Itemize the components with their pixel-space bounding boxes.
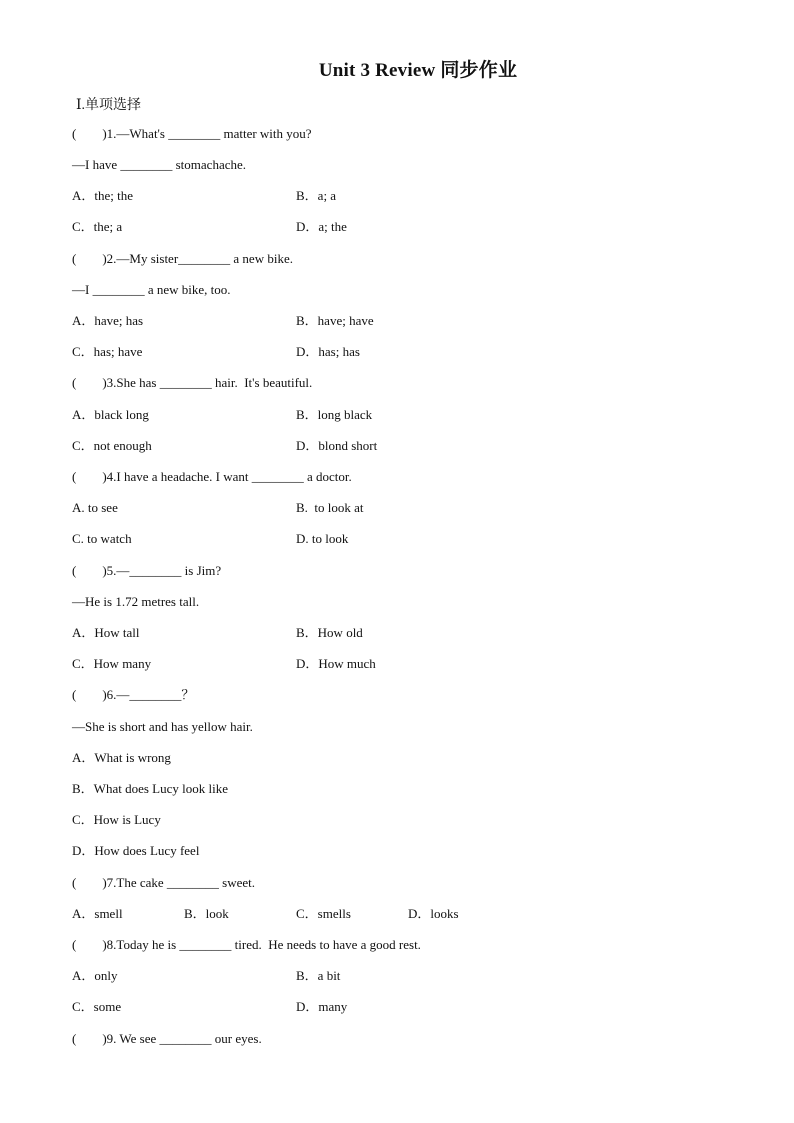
question-1-option-c: C．the; a	[72, 219, 123, 234]
question-8-stem: ( )8.Today he is ________ tired. He needs to have a good rest.	[72, 937, 421, 952]
question-4-stem: ( )4.I have a headache. I want ________ a doctor.	[72, 469, 352, 484]
question-3-option-b: B．long black	[296, 407, 373, 422]
question-1-option-d: D．a; the	[296, 219, 347, 234]
question-6-stem: ( )6.—________？	[72, 687, 195, 702]
question-2-option-d: D．has; has	[296, 344, 360, 359]
question-2-option-b: B．have; have	[296, 313, 374, 328]
question-2-stem-2: —I ________ a new bike, too.	[72, 282, 231, 297]
question-3-option-d: D．blond short	[296, 438, 378, 453]
question-5-stem: ( )5.—________ is Jim?	[72, 563, 222, 578]
question-6-option-d: D．How does Lucy feel	[72, 843, 200, 858]
question-7-option-d: D．looks	[408, 906, 459, 921]
question-4-option-c: C. to watch	[72, 531, 132, 546]
question-7-option-c: C．smells	[296, 906, 351, 921]
question-3-option-a: A．black long	[72, 407, 149, 422]
question-9-stem: ( )9. We see ________ our eyes.	[72, 1031, 262, 1046]
question-6-option-a: A．What is wrong	[72, 750, 171, 765]
question-4-option-d: D. to look	[296, 531, 349, 546]
question-2-option-a: A．have; has	[72, 313, 144, 328]
question-6-option-b: B．What does Lucy look like	[72, 781, 228, 796]
question-7-option-a: A．smell	[72, 906, 123, 921]
question-1-option-a: A．the; the	[72, 188, 134, 203]
page-title: Unit 3 Review 同步作业	[318, 60, 518, 81]
question-6-option-c: C．How is Lucy	[72, 812, 161, 827]
question-8-option-d: D．many	[296, 999, 348, 1014]
question-3-option-c: C．not enough	[72, 438, 152, 453]
question-8-option-a: A．only	[72, 968, 118, 983]
question-3-stem: ( )3.She has ________ hair. It's beautiful.	[72, 375, 313, 390]
question-1-stem-2: —I have ________ stomachache.	[72, 157, 247, 172]
question-4-option-b: B. to look at	[296, 500, 364, 515]
question-2-option-c: C．has; have	[72, 344, 143, 359]
question-5-option-d: D．How much	[296, 656, 376, 671]
question-4-option-a: A. to see	[72, 500, 118, 515]
question-7-option-b: B．look	[184, 906, 229, 921]
question-5-stem-2: —He is 1.72 metres tall.	[72, 594, 200, 609]
question-8-option-b: B．a bit	[296, 968, 341, 983]
section-heading: Ⅰ.单项选择	[76, 98, 142, 113]
question-1-option-b: B．a; a	[296, 188, 337, 203]
question-5-option-a: A．How tall	[72, 625, 140, 640]
question-5-option-b: B．How old	[296, 625, 363, 640]
question-5-option-c: C．How many	[72, 656, 152, 671]
question-1-stem: ( )1.—What's ________ matter with you?	[72, 126, 312, 141]
question-2-stem: ( )2.—My sister________ a new bike.	[72, 251, 293, 266]
question-8-option-c: C．some	[72, 999, 122, 1014]
question-6-stem-2: —She is short and has yellow hair.	[72, 719, 253, 734]
question-7-stem: ( )7.The cake ________ sweet.	[72, 875, 256, 890]
